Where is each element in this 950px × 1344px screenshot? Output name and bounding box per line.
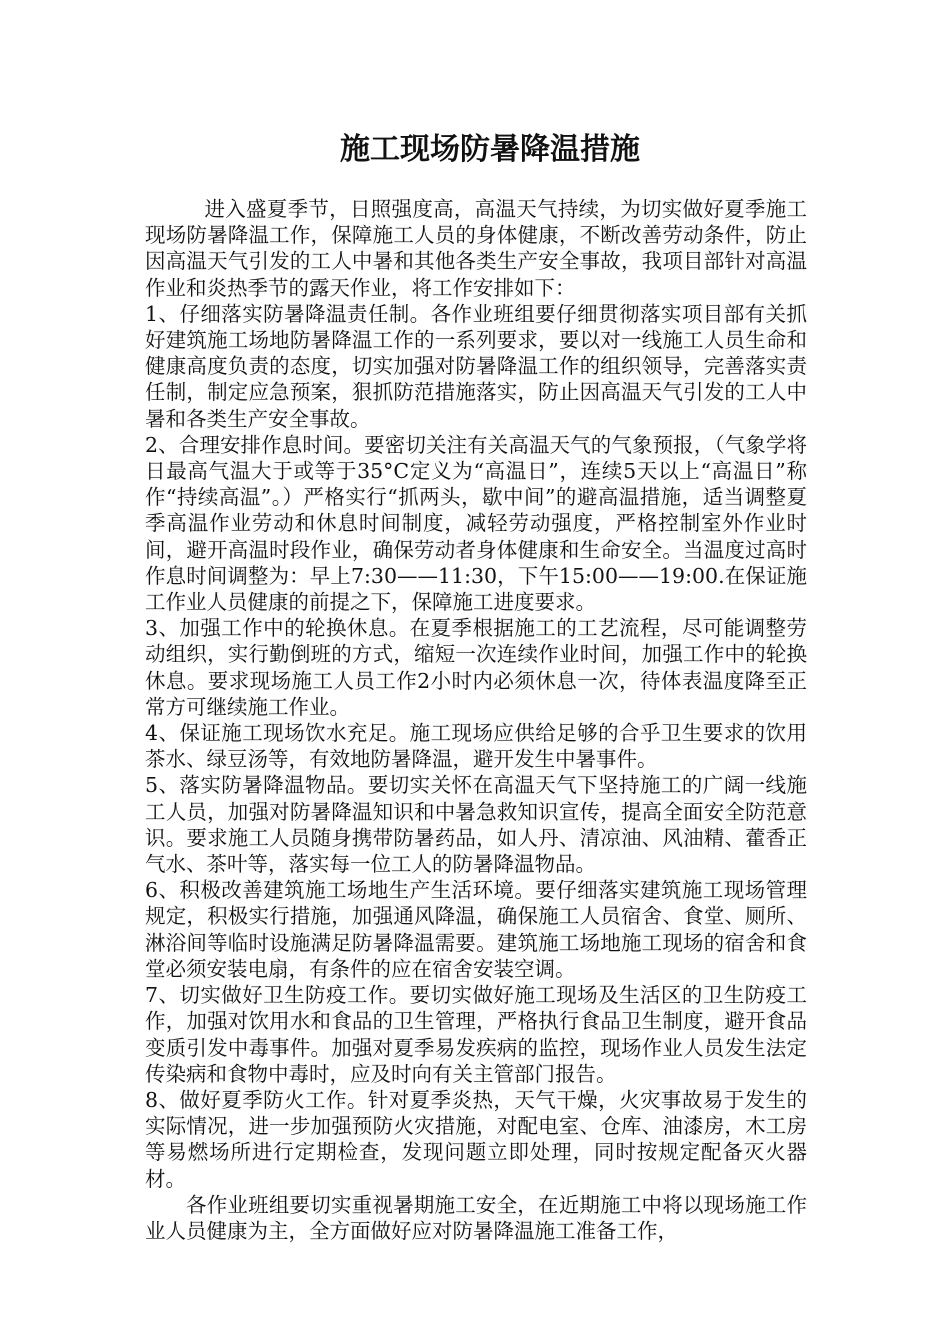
closing-paragraph: 各作业班组要切实重视暑期施工安全，在近期施工中将以现场施工作业人员健康为主，全方面做好应对防暑降温施工准备工作， <box>145 1192 807 1243</box>
intro-paragraph: 进入盛夏季节，日照强度高，高温天气持续，为切实做好夏季施工现场防暑降温工作，保障施工人员的身体健康，不断改善劳动条件，防止因高温天气引发的工人中暑和其他各类生产安全事故，我项目部针对高温作业和炎热季节的露天作业，将工作安排如下： <box>145 197 807 300</box>
item-3-paragraph: 3、加强工作中的轮换休息。在夏季根据施工的工艺流程，尽可能调整劳动组织，实行勤倒班的方式，缩短一次连续作业时间，加强工作中的轮换休息。要求现场施工人员工作2小时内必须休息一次，待体表温度降至正常方可继续施工作业。 <box>145 616 807 719</box>
item-5-paragraph: 5、落实防暑降温物品。要切实关怀在高温天气下坚持施工的广阔一线施工人员，加强对防暑降温知识和中暑急救知识宣传，提高全面安全防范意识。要求施工人员随身携带防暑药品，如人丹、清凉油、风油精、藿香正气水、茶叶等，落实每一位工人的防暑降温物品。 <box>145 773 807 877</box>
document-title: 施工现场防暑降温措施 <box>340 132 640 167</box>
item-7-paragraph: 7、切实做好卫生防疫工作。要切实做好施工现场及生活区的卫生防疫工作，加强对饮用水和食品的卫生管理，严格执行食品卫生制度，避开食品变质引发中毒事件。加强对夏季易发疾病的监控，现场作业人员发生法定传染病和食物中毒时，应及时向有关主管部门报告。 <box>145 983 807 1086</box>
item-4-paragraph: 4、保证施工现场饮水充足。施工现场应供给足够的合乎卫生要求的饮用茶水、绿豆汤等，有效地防暑降温，避开发生中暑事件。 <box>145 721 807 772</box>
item-2-paragraph: 2、合理安排作息时间。要密切关注有关高温天气的气象预报，（气象学将日最高气温大于或等于35°C定义为“高温日”，连续5天以上“高温日”称作“持续高温”。）严格实行“抓两头，歇中间”的避高温措施，适当调整夏季高温作业劳动和休息时间制度，减轻劳动强度，严格控制室外作业时间，避开高温时段作业，确保劳动者身体健康和生命安全。当温度过高时作息时间调整为：早上7:30——11:30，下午15:00——19:00.在保证施工作业人员健康的前提之下，保障施工进度要求。 <box>145 432 807 615</box>
item-8-paragraph: 8、做好夏季防火工作。针对夏季炎热，天气干燥，火灾事故易于发生的实际情况，进一步加强预防火灾措施，对配电室、仓库、油漆房，木工房等易燃场所进行定期检查，发现问题立即处理，同时按规定配备灭火器材。 <box>145 1087 807 1191</box>
item-6-paragraph: 6、积极改善建筑施工场地生产生活环境。要仔细落实建筑施工现场管理规定，积极实行措施，加强通风降温，确保施工人员宿舍、食堂、厕所、淋浴间等临时设施满足防暑降温需要。建筑施工场地施工现场的宿舍和食堂必须安装电扇，有条件的应在宿舍安装空调。 <box>145 878 807 981</box>
document-body <box>145 196 807 1244</box>
item-1-paragraph: 1、仔细落实防暑降温责任制。各作业班组要仔细贯彻落实项目部有关抓好建筑施工场地防暑降温工作的一系列要求，要以对一线施工人员生命和健康高度负责的态度，切实加强对防暑降温工作的组织领导，完善落实责任制，制定应急预案，狠抓防范措施落实，防止因高温天气引发的工人中暑和各类生产安全事故。 <box>145 301 807 431</box>
